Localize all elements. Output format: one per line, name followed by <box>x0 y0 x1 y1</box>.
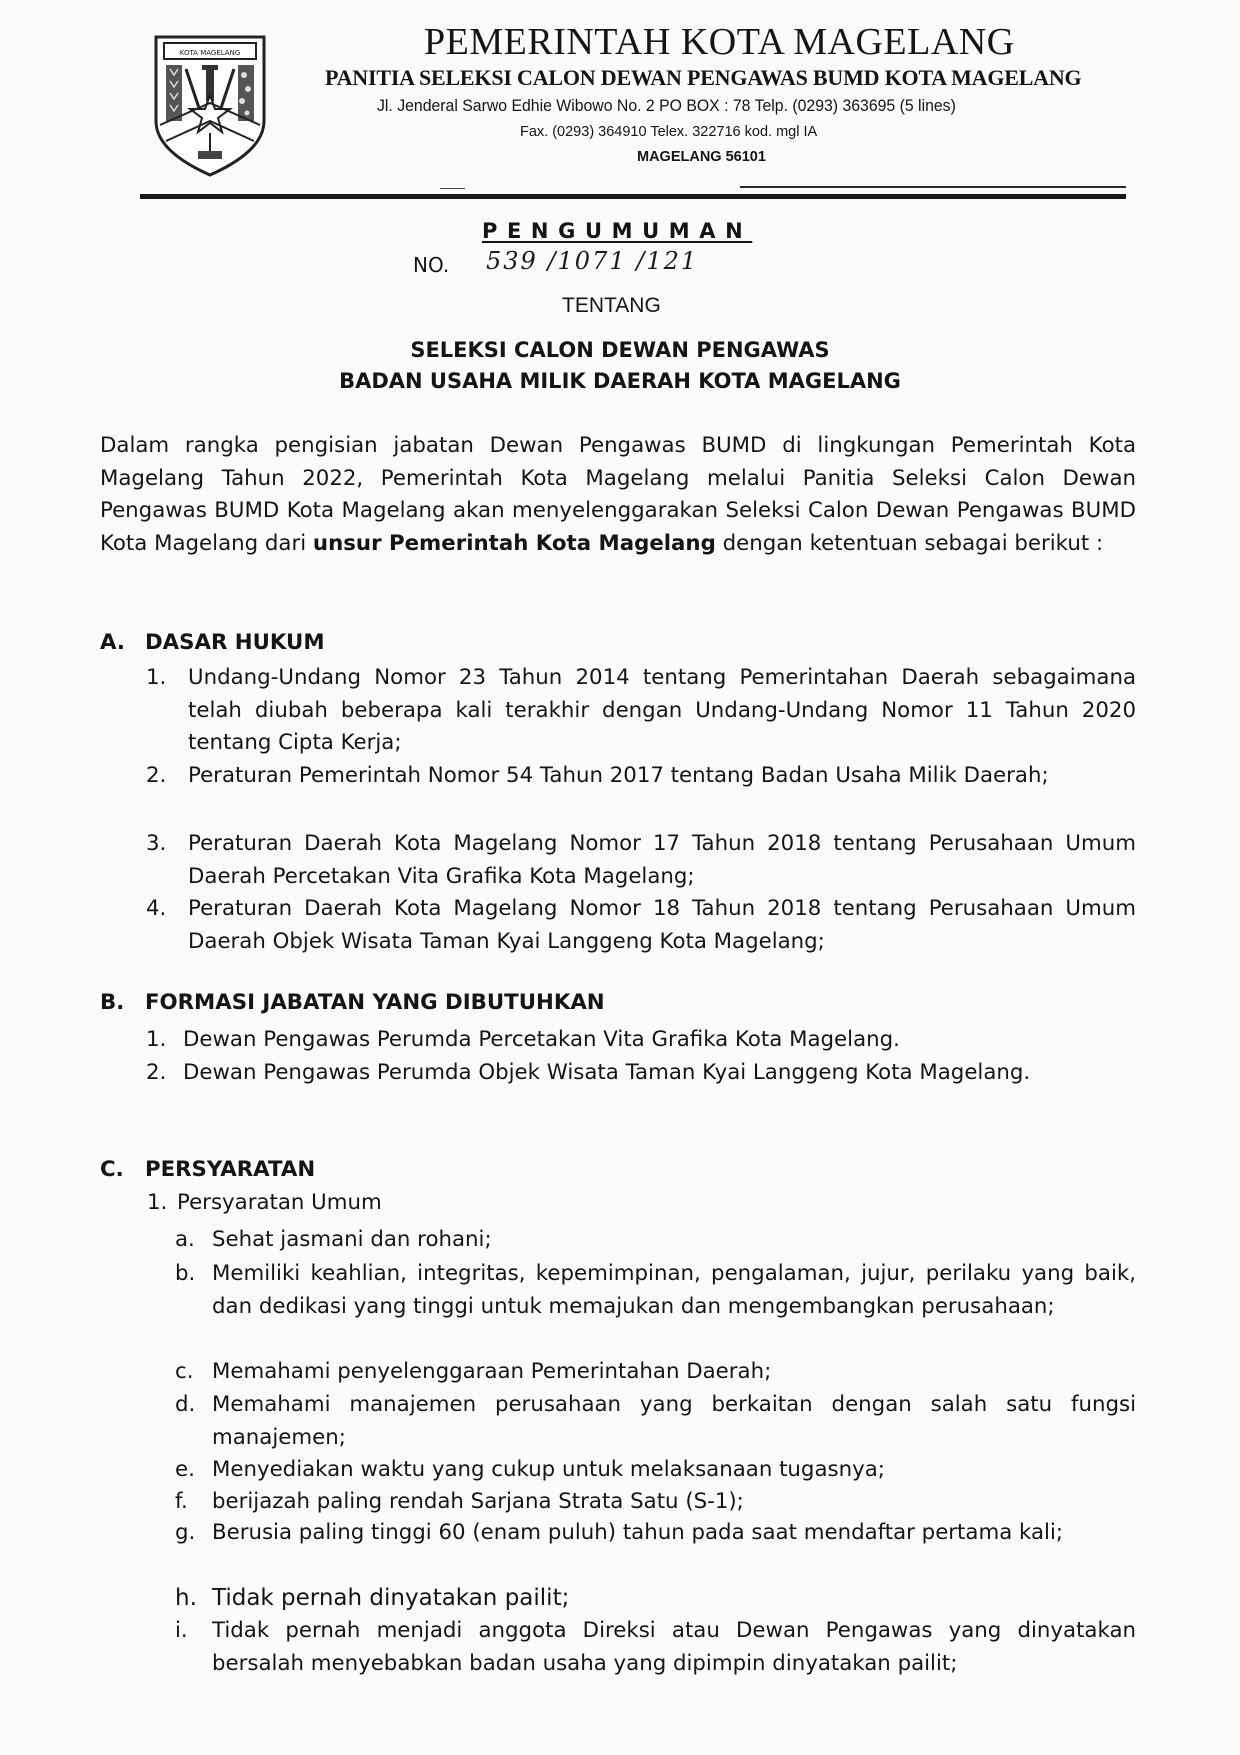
item-text: Dewan Pengawas Perumda Percetakan Vita Grafika Kota Magelang. <box>183 1027 900 1052</box>
item-text: Memahami penyelenggaraan Pemerintahan Daerah; <box>212 1359 772 1384</box>
section-marker: B. <box>100 990 125 1015</box>
item-text: Dewan Pengawas Perumda Objek Wisata Taman Kyai Langgeng Kota Magelang. <box>183 1060 1031 1085</box>
section-heading <box>0 1157 1240 1189</box>
section-title: FORMASI JABATAN YANG DIBUTUHKAN <box>145 990 605 1015</box>
announcement-number-handwritten: 539 /1071 /121 <box>486 247 699 275</box>
section-heading <box>0 630 1240 662</box>
item-marker: 2. <box>146 763 167 788</box>
item-marker: 3. <box>146 831 167 856</box>
item-text: Undang-Undang Nomor 23 Tahun 2014 tentang Pemerintahan Daerah sebagaimana telah diubah beberapa kali terakhir dengan Undang-Undang Nomor 11 Tahun 2020 tentang Cipta Kerja; <box>188 665 1136 755</box>
item-marker: b. <box>175 1261 196 1286</box>
item-text: Peraturan Daerah Kota Magelang Nomor 18 Tahun 2018 tentang Perusahaan Umum Daerah Objek Wisata Taman Kyai Langgeng Kota Magelang; <box>188 896 1136 954</box>
section-heading <box>0 990 1240 1022</box>
committee-title: PANITIA SELEKSI CALON DEWAN PENGAWAS BUMD KOTA MAGELANG <box>325 65 1082 90</box>
announcement-subject-line1: SELEKSI CALON DEWAN PENGAWAS <box>410 338 830 362</box>
item-text: Memiliki keahlian, integritas, kepemimpinan, pengalaman, jujur, perilaku yang baik, dan dedikasi yang tinggi untuk memajukan dan mengembangkan perusahaan; <box>212 1261 1136 1319</box>
address-line: Jl. Jenderal Sarwo Edhie Wibowo No. 2 PO BOX : 78 Telp. (0293) 363695 (5 lines) <box>377 96 956 115</box>
announcement-about-label: TENTANG <box>562 294 661 317</box>
announcement-number-label: NO. <box>413 253 450 277</box>
item-marker: f. <box>175 1489 188 1514</box>
intro-paragraph <box>100 430 1136 560</box>
item-text: Peraturan Daerah Kota Magelang Nomor 17 Tahun 2018 tentang Perusahaan Umum Daerah Percetakan Vita Grafika Kota Magelang; <box>188 831 1136 889</box>
item-marker: g. <box>175 1520 196 1545</box>
subsection-marker: 1. <box>147 1190 168 1215</box>
item-marker: 1. <box>146 665 167 690</box>
item-text: Tidak pernah menjadi anggota Direksi atau Dewan Pengawas yang dinyatakan bersalah menyebabkan badan usaha yang dipimpin dinyatakan pailit; <box>212 1618 1136 1676</box>
item-marker: d. <box>175 1392 196 1417</box>
fax-line: Fax. (0293) 364910 Telex. 322716 kod. mgl IA <box>520 124 818 140</box>
emblem-label: KOTA MAGELANG <box>179 49 241 57</box>
announcement-title: PENGUMUMAN <box>482 219 753 243</box>
letterhead-rule-thin <box>740 186 1126 188</box>
item-text: berijazah paling rendah Sarjana Strata Satu (S-1); <box>212 1489 744 1514</box>
city-postal-code: MAGELANG 56101 <box>637 149 766 165</box>
item-marker: i. <box>175 1618 188 1643</box>
section-title: DASAR HUKUM <box>145 630 325 655</box>
section-title: PERSYARATAN <box>145 1157 316 1182</box>
item-marker: a. <box>175 1227 195 1252</box>
item-text: Menyediakan waktu yang cukup untuk melaksanaan tugasnya; <box>212 1457 885 1482</box>
item-text: Tidak pernah dinyatakan pailit; <box>212 1585 570 1611</box>
government-title: PEMERINTAH KOTA MAGELANG <box>424 21 1015 63</box>
item-marker: 1. <box>146 1027 167 1052</box>
item-text: Peraturan Pemerintah Nomor 54 Tahun 2017 tentang Badan Usaha Milik Daerah; <box>188 763 1049 788</box>
item-marker: e. <box>175 1457 195 1482</box>
letterhead-rule <box>140 194 1126 199</box>
announcement-subject-line2: BADAN USAHA MILIK DAERAH KOTA MAGELANG <box>339 369 901 393</box>
section-marker: C. <box>100 1157 124 1182</box>
section-marker: A. <box>100 630 125 655</box>
city-emblem-icon <box>152 33 268 179</box>
intro-text: Dalam rangka pengisian jabatan Dewan Pengawas BUMD di lingkungan Pemerintah Kota Magelang Tahun 2022, Pemerintah Kota Magelang melalui Panitia Seleksi Calon Dewan Pengawas BUMD Kota Magelang akan menyelenggarakan Seleksi Calon Dewan Pengawas BUMD Kota Magelang dari <box>100 433 1136 556</box>
item-text: Memahami manajemen perusahaan yang berkaitan dengan salah satu fungsi manajemen; <box>212 1392 1136 1450</box>
intro-bold-text: unsur Pemerintah Kota Magelang <box>312 530 716 556</box>
item-marker: 2. <box>146 1060 167 1085</box>
letterhead-rule-mark <box>440 188 465 189</box>
subsection-title: Persyaratan Umum <box>177 1190 382 1215</box>
item-marker: 4. <box>146 896 167 921</box>
item-text: Sehat jasmani dan rohani; <box>212 1227 492 1252</box>
subsection-heading <box>147 1190 382 1215</box>
intro-text-end: dengan ketentuan sebagai berikut : <box>715 530 1104 556</box>
item-marker: h. <box>175 1585 197 1611</box>
item-marker: c. <box>175 1359 194 1384</box>
item-text: Berusia paling tinggi 60 (enam puluh) tahun pada saat mendaftar pertama kali; <box>212 1520 1064 1545</box>
